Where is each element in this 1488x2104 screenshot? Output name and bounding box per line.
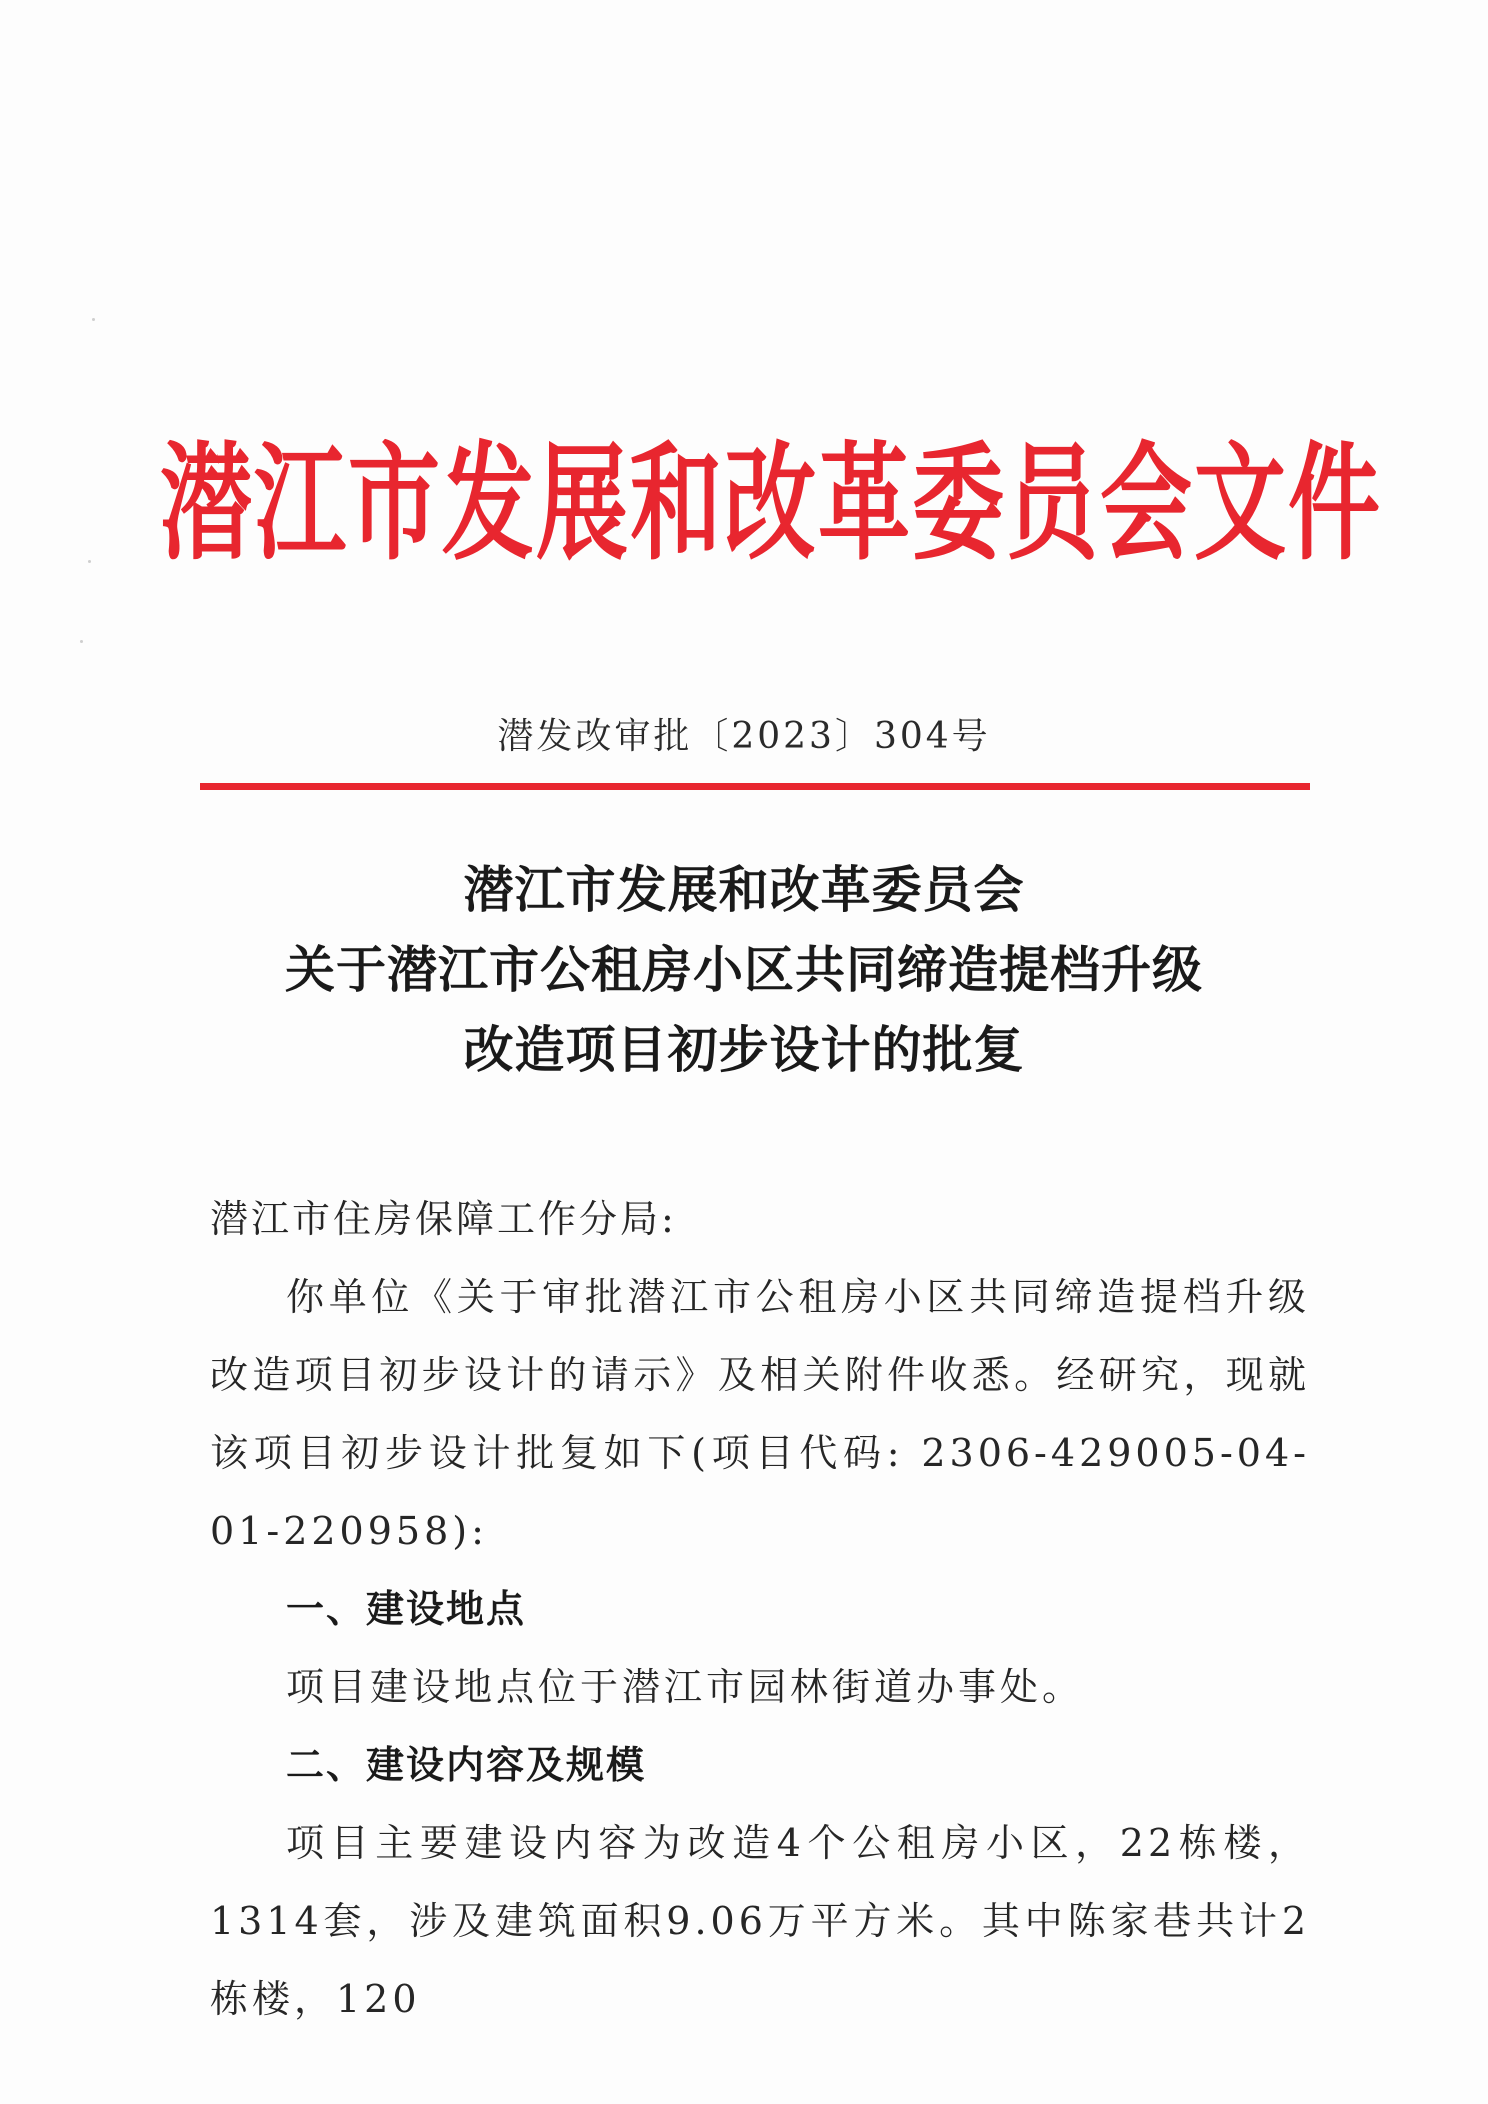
scan-speck <box>88 560 91 563</box>
section-heading-scope: 二、建设内容及规模 <box>286 1743 647 1787</box>
section-text-location: 项目建设地点位于潜江市园林街道办事处。 <box>286 1665 1085 1709</box>
salutation: 潜江市住房保障工作分局: <box>210 1197 677 1241</box>
document-title <box>0 850 1488 1090</box>
intro-paragraph: 你单位《关于审批潜江市公租房小区共同缔造提档升级改造项目初步设计的请示》及相关附件收悉。经研究，现就该项目初步设计批复如下(项目代码: 2306-429005-04-01-220958): <box>210 1275 1310 1553</box>
scan-speck <box>80 640 83 643</box>
document-body <box>210 1180 1310 2038</box>
title-line: 关于潜江市公租房小区共同缔造提档升级 <box>285 940 1203 999</box>
section-text-scope: 项目主要建设内容为改造4个公租房小区，22栋楼，1314套，涉及建筑面积9.06万平方米。其中陈家巷共计2栋楼，120 <box>210 1821 1310 2021</box>
title-line: 改造项目初步设计的批复 <box>463 1020 1025 1079</box>
red-divider-rule <box>200 783 1310 790</box>
scan-speck <box>92 318 95 321</box>
section-heading-location: 一、建设地点 <box>286 1587 527 1631</box>
title-line: 潜江市发展和改革委员会 <box>463 860 1025 919</box>
issuer-heading: 潜江市发展和改革委员会文件 <box>160 428 1383 579</box>
document-number: 潜发改审批〔2023〕304号 <box>497 716 991 757</box>
